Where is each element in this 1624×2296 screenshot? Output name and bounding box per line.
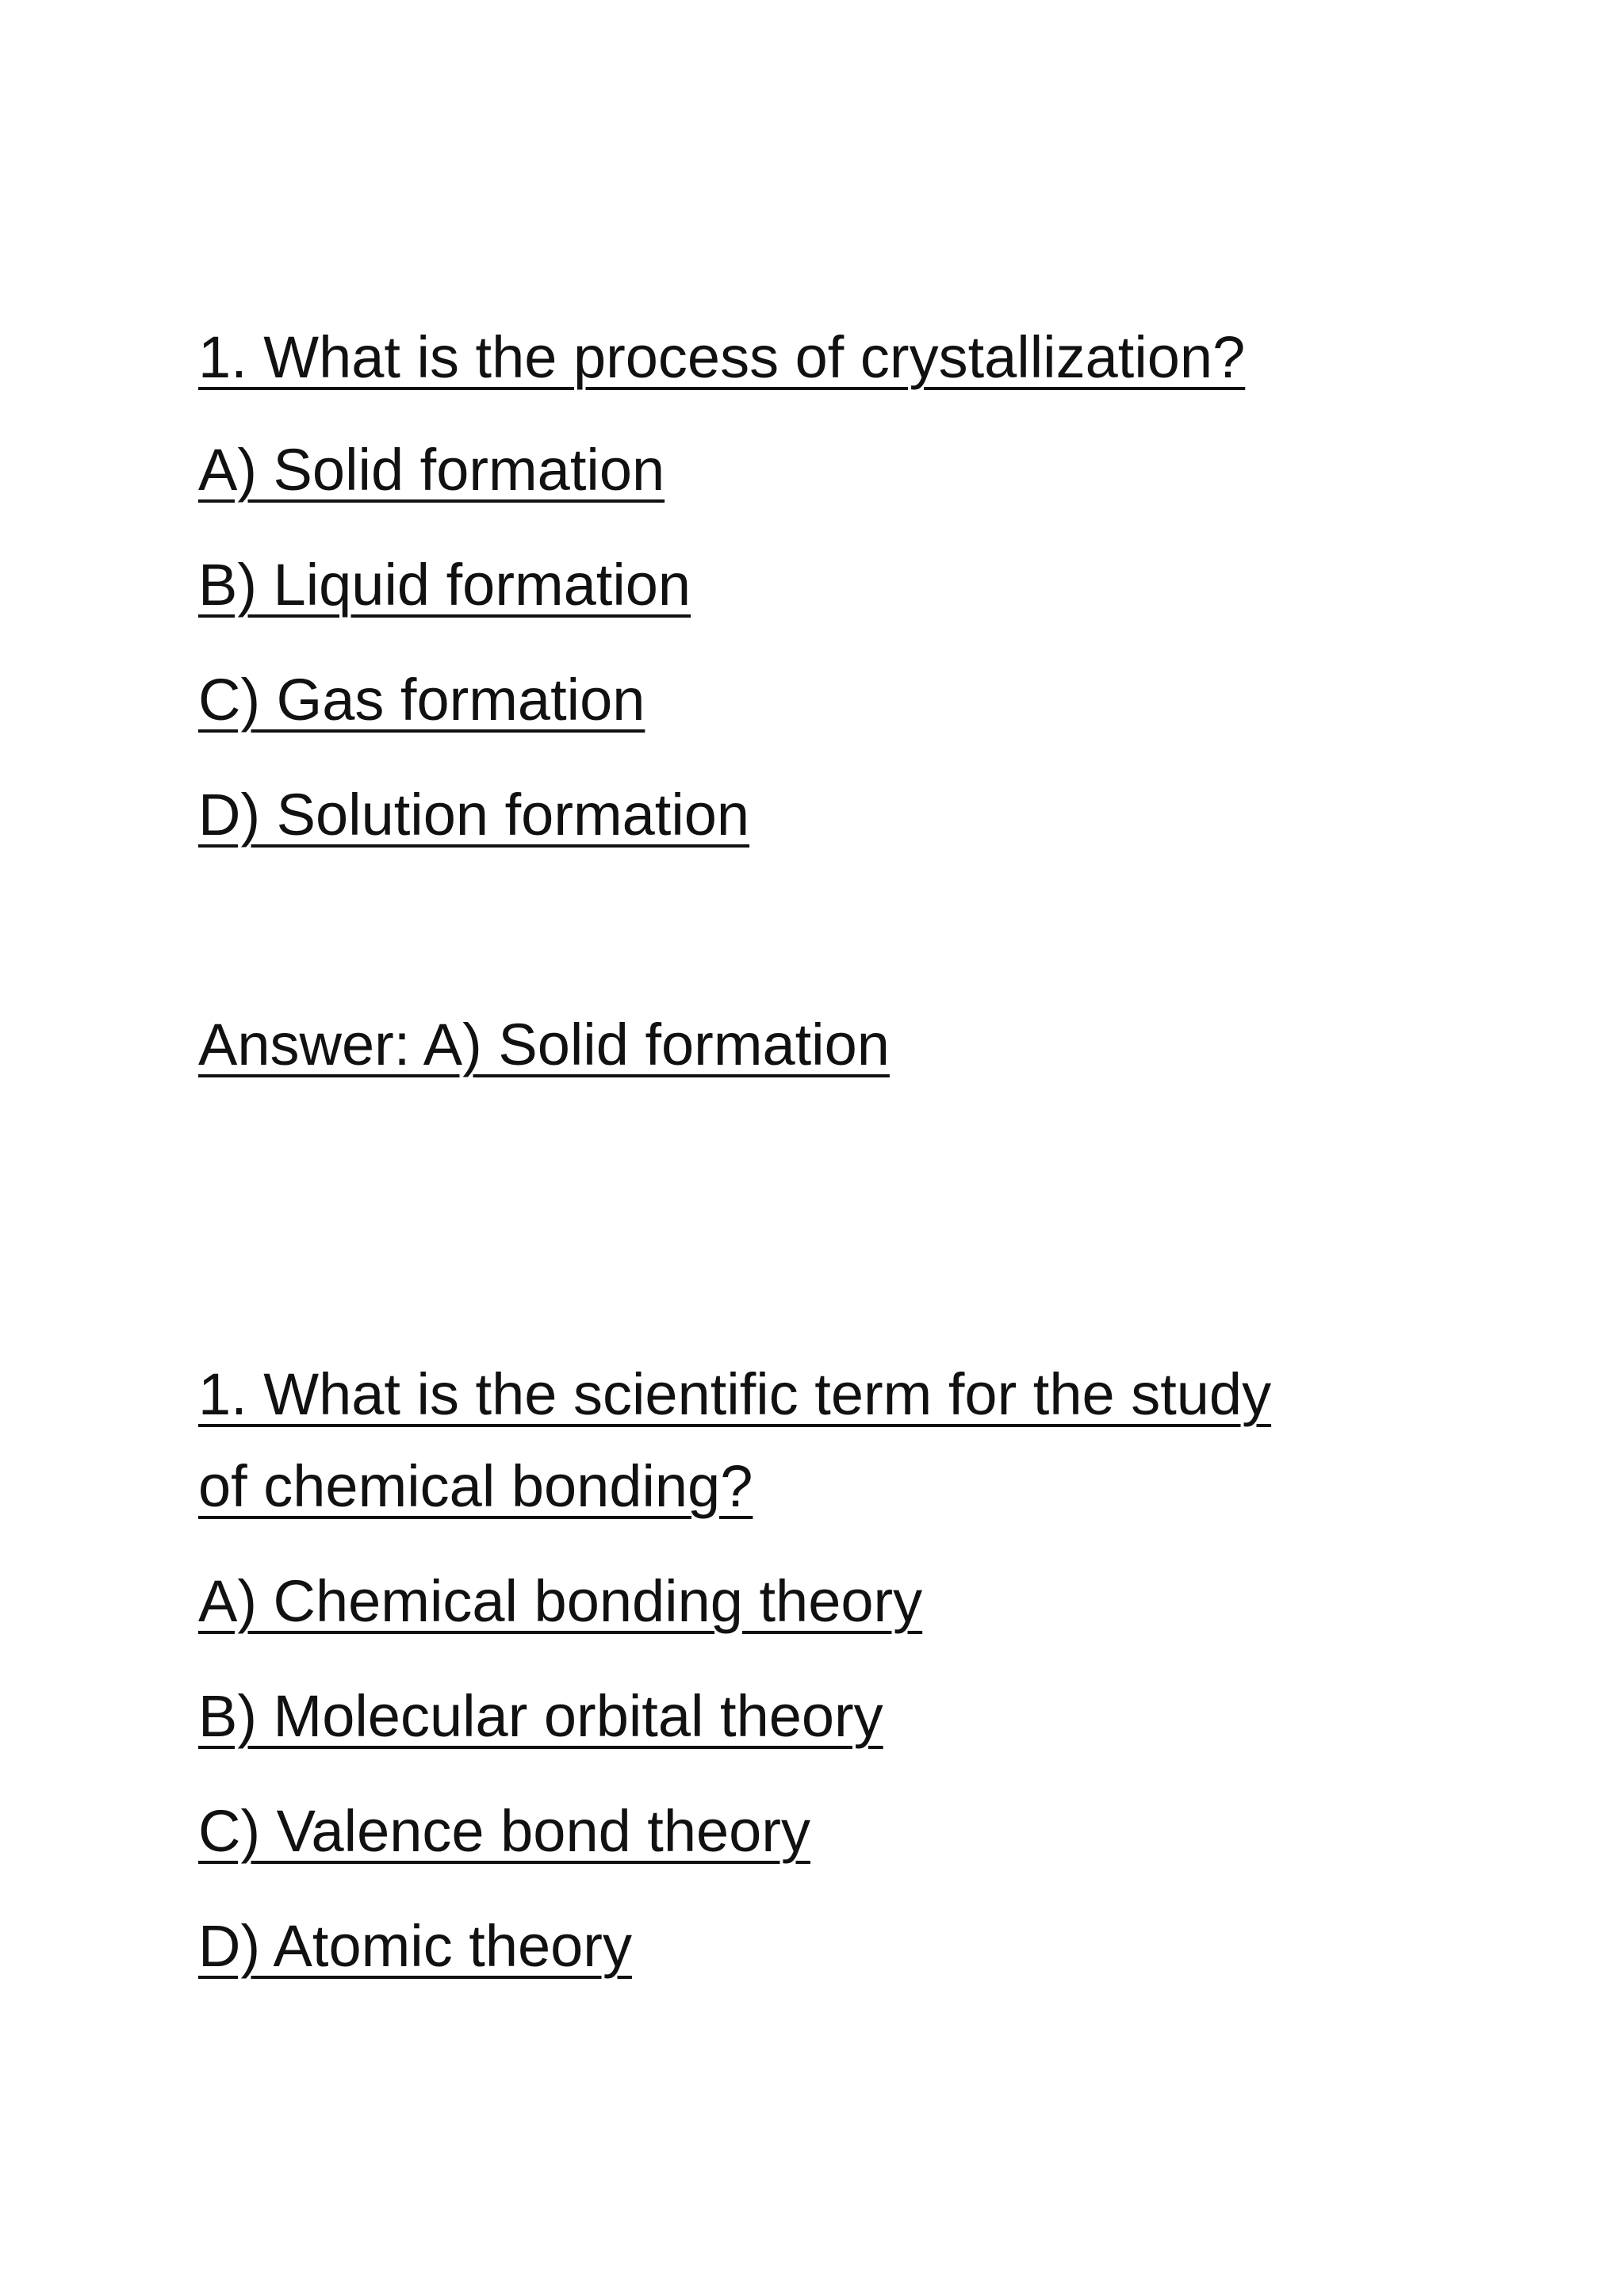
question-title: 1. What is the process of crystallization? — [198, 324, 1246, 390]
option-b: B) Liquid formation — [198, 552, 691, 618]
answer-line: Answer: A) Solid formation — [198, 1012, 890, 1077]
option-c: C) Gas formation — [198, 667, 645, 733]
question-title-line-1: 1. What is the scientific term for the study — [198, 1361, 1272, 1427]
option-b: B) Molecular orbital theory — [198, 1683, 883, 1749]
question-title-line-2: of chemical bonding? — [198, 1453, 753, 1519]
option-a: A) Solid formation — [198, 437, 665, 503]
option-c: C) Valence bond theory — [198, 1798, 810, 1864]
option-a: A) Chemical bonding theory — [198, 1568, 923, 1634]
option-d: D) Atomic theory — [198, 1913, 632, 1979]
option-d: D) Solution formation — [198, 782, 750, 848]
